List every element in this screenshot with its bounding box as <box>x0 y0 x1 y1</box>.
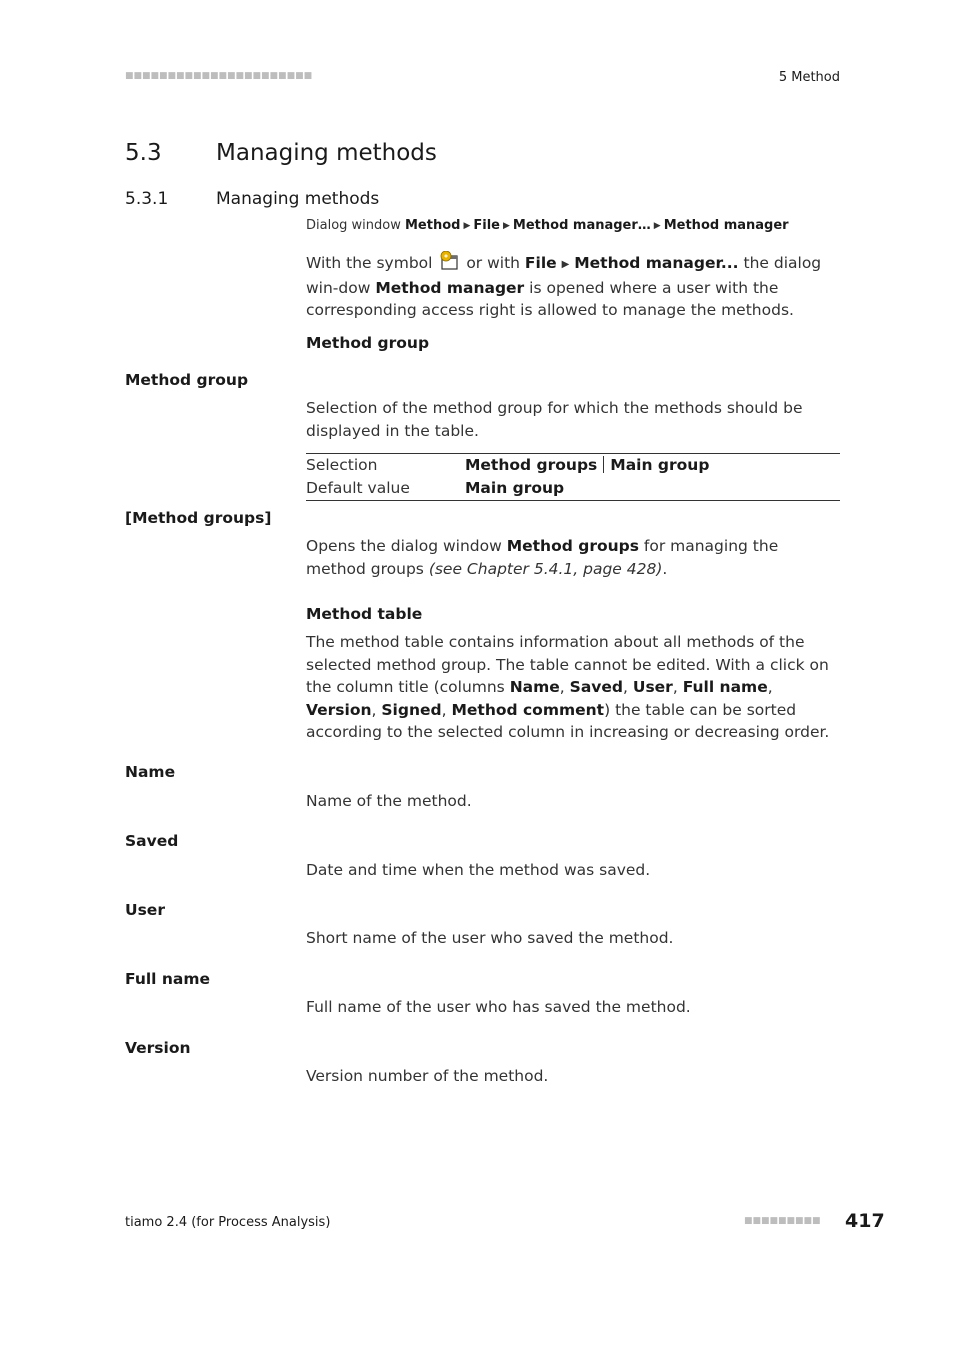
column-name: User <box>632 678 673 696</box>
saved-description: Date and time when the method was saved. <box>306 861 651 879</box>
version-term: Version <box>125 1039 191 1057</box>
footer-decor: ■■■■■■■■■ <box>744 1216 821 1226</box>
page-number: 417 <box>845 1210 885 1232</box>
user-term: User <box>125 901 165 919</box>
full-name-description: Full name of the user who has saved the method. <box>306 998 691 1016</box>
column-name: Version <box>306 700 372 719</box>
breadcrumb-item: Method manager… <box>512 218 651 233</box>
column-name: Full name <box>682 678 768 696</box>
section-title: Managing methods <box>216 140 437 166</box>
desc-text: ) the table can be sorted according to the selected column in increasing or decreasing order. <box>306 700 830 741</box>
desc-text: Opens the dialog window <box>306 537 507 555</box>
comma: , <box>371 700 382 719</box>
intro-paragraph <box>306 251 841 322</box>
param-key: Selection <box>306 456 378 474</box>
chapter-reference-link[interactable]: (see Chapter 5.4.1, page 428) <box>428 559 663 578</box>
method-group-heading: Method group <box>306 334 430 352</box>
comma: , <box>559 678 570 696</box>
triangle-right-icon: ▶ <box>503 221 510 231</box>
comma: , <box>767 678 773 696</box>
desc-text: . <box>662 559 668 578</box>
breadcrumb-prefix: Dialog window <box>306 218 405 233</box>
saved-term: Saved <box>125 832 179 850</box>
header-chapter: 5 Method <box>778 70 840 85</box>
method-manager-icon <box>439 251 459 271</box>
desc-text: The method table contains information about all methods of the selected method group. The table cannot be edited. With a click on the column title (columns <box>306 633 829 696</box>
comma: , <box>672 678 683 696</box>
header-decor: ■■■■■■■■■■■■■■■■■■■■■■ <box>125 71 313 81</box>
method-groups-button-term: [Method groups] <box>125 509 272 527</box>
triangle-right-icon: ▶ <box>463 221 471 231</box>
method-group-param-table <box>306 453 840 501</box>
intro-text: the dialog win-dow <box>306 254 822 297</box>
user-description: Short name of the user who saved the method. <box>306 929 674 947</box>
version-description: Version number of the method. <box>306 1067 549 1085</box>
param-value-option: Method groups <box>465 456 598 474</box>
comma: , <box>441 700 452 719</box>
desc-bold: Method groups <box>506 537 639 555</box>
param-value-option: Main group <box>610 456 710 474</box>
footer-product: tiamo 2.4 (for Process Analysis) <box>125 1215 331 1230</box>
name-term: Name <box>125 763 176 781</box>
method-groups-description <box>306 535 841 580</box>
subsection-title: Managing methods <box>216 189 380 209</box>
breadcrumb-item: Method manager <box>663 218 789 233</box>
param-key: Default value <box>306 479 410 497</box>
column-name: Name <box>509 678 560 696</box>
triangle-right-icon: ▶ <box>561 259 570 270</box>
option-separator <box>603 456 604 473</box>
intro-text: or with <box>461 254 525 272</box>
param-value <box>465 454 709 477</box>
param-row-default <box>306 477 840 500</box>
full-name-term: Full name <box>125 970 211 988</box>
param-row-selection <box>306 454 840 477</box>
intro-bold: Method manager <box>375 278 525 297</box>
column-name: Method comment <box>451 700 605 719</box>
comma: , <box>623 678 633 696</box>
breadcrumb <box>306 218 789 233</box>
method-table-heading: Method table <box>306 605 423 623</box>
triangle-right-icon: ▶ <box>653 221 661 231</box>
intro-bold: File <box>524 254 557 272</box>
method-group-term: Method group <box>125 371 249 389</box>
breadcrumb-item: Method <box>405 218 461 233</box>
column-name: Signed <box>381 700 442 719</box>
intro-text: With the symbol <box>306 254 438 272</box>
section-number: 5.3 <box>125 140 162 166</box>
desc-text: for managing the method groups <box>306 537 779 578</box>
method-group-description: Selection of the method group for which the methods should be displayed in the table. <box>306 399 803 440</box>
method-table-description <box>306 631 841 744</box>
name-description: Name of the method. <box>306 792 472 810</box>
column-name: Saved <box>569 678 623 696</box>
param-value: Main group <box>465 479 565 497</box>
subsection-number: 5.3.1 <box>125 189 169 209</box>
intro-text: is opened where a user with the corresponding access right is allowed to manage the methods. <box>306 278 794 319</box>
intro-bold: Method manager... <box>574 254 739 272</box>
breadcrumb-item: File <box>473 218 500 233</box>
